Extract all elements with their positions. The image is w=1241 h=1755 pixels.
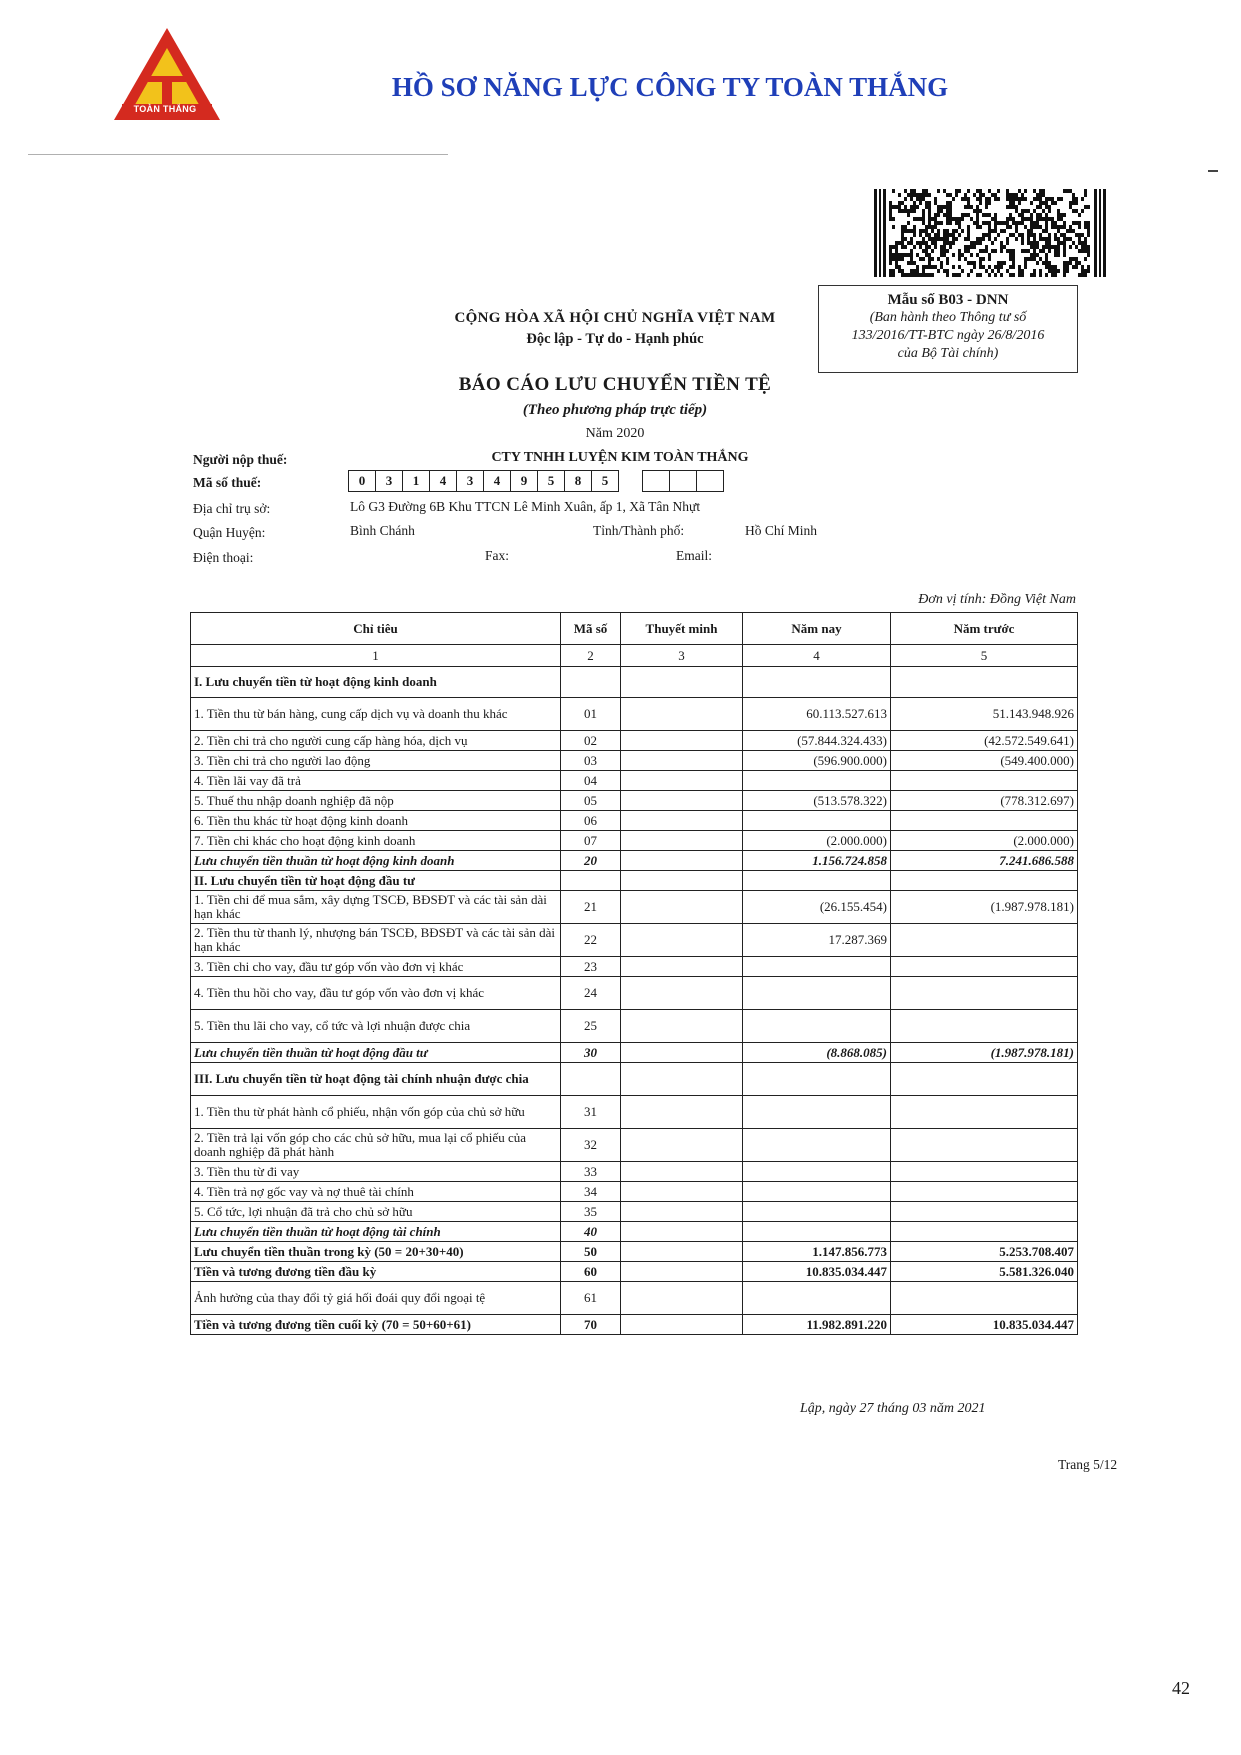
row-previous-year: (1.987.978.181)	[891, 891, 1078, 924]
row-current-year	[743, 1063, 891, 1096]
tax-code-digit: 5	[591, 470, 619, 492]
row-code: 60	[561, 1262, 621, 1282]
row-note	[621, 731, 743, 751]
row-code	[561, 871, 621, 891]
row-previous-year	[891, 1202, 1078, 1222]
table-row	[191, 1202, 1078, 1222]
row-previous-year: 51.143.948.926	[891, 698, 1078, 731]
header-indicator: Chỉ tiêu	[191, 613, 561, 645]
row-code: 35	[561, 1202, 621, 1222]
table-row	[191, 1162, 1078, 1182]
row-code: 03	[561, 751, 621, 771]
row-code: 20	[561, 851, 621, 871]
row-previous-year: 5.581.326.040	[891, 1262, 1078, 1282]
net-flow-row	[191, 1222, 1078, 1242]
row-current-year	[743, 1282, 891, 1315]
index-cell: 1	[191, 645, 561, 667]
table-row	[191, 924, 1078, 957]
row-current-year	[743, 1010, 891, 1043]
address-label: Địa chỉ trụ sở:	[193, 501, 271, 516]
row-code: 22	[561, 924, 621, 957]
row-previous-year	[891, 1063, 1078, 1096]
row-current-year	[743, 871, 891, 891]
row-current-year: (26.155.454)	[743, 891, 891, 924]
cash-flow-table	[190, 612, 1078, 1335]
row-previous-year	[891, 811, 1078, 831]
row-note	[621, 791, 743, 811]
row-label: 5. Thuế thu nhập doanh nghiệp đã nộp	[191, 791, 561, 811]
report-title: BÁO CÁO LƯU CHUYỂN TIỀN TỆ	[458, 374, 772, 395]
page-number: 42	[1172, 1678, 1190, 1698]
row-current-year: (8.868.085)	[743, 1043, 891, 1063]
row-note	[621, 771, 743, 791]
tax-code-digit	[669, 470, 697, 492]
province-value: Hồ Chí Minh	[745, 523, 818, 538]
row-note	[621, 831, 743, 851]
document-header-title: HỒ SƠ NĂNG LỰC CÔNG TY TOÀN THẮNG	[391, 72, 949, 102]
row-note	[621, 1182, 743, 1202]
tax-code-digit: 8	[564, 470, 592, 492]
total-row	[191, 1315, 1078, 1335]
signing-date: Lập, ngày 27 tháng 03 năm 2021	[800, 1401, 986, 1416]
row-code: 34	[561, 1182, 621, 1202]
row-previous-year: (2.000.000)	[891, 831, 1078, 851]
phone-label: Điện thoại:	[193, 550, 254, 565]
row-label: 1. Tiền chi để mua sắm, xây dựng TSCĐ, BĐSĐT và các tài sản dài hạn khác	[191, 891, 561, 924]
row-previous-year	[891, 1182, 1078, 1202]
row-note	[621, 977, 743, 1010]
scan-mark	[1208, 170, 1218, 172]
row-previous-year: (778.312.697)	[891, 791, 1078, 811]
form-number-box	[818, 285, 1078, 373]
barcode	[874, 189, 1106, 277]
table-row	[191, 751, 1078, 771]
row-note	[621, 957, 743, 977]
row-note	[621, 1282, 743, 1315]
form-issued-line-2: 133/2016/TT-BTC ngày 26/8/2016	[851, 328, 1045, 343]
row-note	[621, 1043, 743, 1063]
national-motto: Độc lập - Tự do - Hạnh phúc	[526, 331, 704, 347]
section-row	[191, 1063, 1078, 1096]
tax-code-digit: 4	[429, 470, 457, 492]
row-previous-year	[891, 1129, 1078, 1162]
row-current-year	[743, 1202, 891, 1222]
report-page-label: Trang 5/12	[1058, 1457, 1118, 1472]
row-previous-year	[891, 1162, 1078, 1182]
row-current-year	[743, 1222, 891, 1242]
index-cell: 3	[621, 645, 743, 667]
row-label: Lưu chuyển tiền thuần từ hoạt động đầu tư	[191, 1043, 561, 1063]
row-previous-year	[891, 667, 1078, 698]
row-previous-year	[891, 871, 1078, 891]
row-code	[561, 1063, 621, 1096]
row-note	[621, 1010, 743, 1043]
row-current-year	[743, 771, 891, 791]
row-previous-year: (1.987.978.181)	[891, 1043, 1078, 1063]
row-code: 31	[561, 1096, 621, 1129]
row-code: 04	[561, 771, 621, 791]
row-code: 06	[561, 811, 621, 831]
net-flow-row	[191, 851, 1078, 871]
row-label: III. Lưu chuyển tiền từ hoạt động tài chính nhuận được chia	[191, 1063, 561, 1096]
tax-code-digit: 1	[402, 470, 430, 492]
row-previous-year	[891, 924, 1078, 957]
tax-code-digit: 9	[510, 470, 538, 492]
table-row	[191, 1282, 1078, 1315]
row-note	[621, 1315, 743, 1335]
row-label: 5. Cổ tức, lợi nhuận đã trả cho chủ sở hữu	[191, 1202, 561, 1222]
row-note	[621, 1129, 743, 1162]
row-current-year: (57.844.324.433)	[743, 731, 891, 751]
row-previous-year	[891, 1222, 1078, 1242]
row-note	[621, 871, 743, 891]
row-previous-year: (42.572.549.641)	[891, 731, 1078, 751]
table-row	[191, 771, 1078, 791]
row-current-year	[743, 1162, 891, 1182]
table-row	[191, 731, 1078, 751]
row-code: 05	[561, 791, 621, 811]
row-label: 4. Tiền lãi vay đã trả	[191, 771, 561, 791]
taxpayer-name: CTY TNHH LUYỆN KIM TOÀN THẮNG	[491, 450, 749, 465]
row-current-year: 60.113.527.613	[743, 698, 891, 731]
header-divider	[28, 154, 448, 155]
table-row	[191, 957, 1078, 977]
table-row	[191, 1182, 1078, 1202]
row-note	[621, 891, 743, 924]
form-issued-line-3: của Bộ Tài chính)	[897, 346, 999, 361]
row-note	[621, 1162, 743, 1182]
taxpayer-label: Người nộp thuế:	[193, 452, 288, 467]
district-label: Quận Huyện:	[193, 525, 266, 540]
row-code: 33	[561, 1162, 621, 1182]
row-current-year	[743, 1129, 891, 1162]
table-row	[191, 698, 1078, 731]
tax-code-digit: 3	[375, 470, 403, 492]
row-label: 2. Tiền trả lại vốn góp cho các chủ sở hữu, mua lại cổ phiếu của doanh nghiệp đã phát hành	[191, 1129, 561, 1162]
row-note	[621, 851, 743, 871]
index-cell: 4	[743, 645, 891, 667]
row-label: 2. Tiền thu từ thanh lý, nhượng bán TSCĐ, BĐSĐT và các tài sản dài hạn khác	[191, 924, 561, 957]
row-label: II. Lưu chuyển tiền từ hoạt động đầu tư	[191, 871, 561, 891]
row-note	[621, 924, 743, 957]
row-code: 01	[561, 698, 621, 731]
table-row	[191, 891, 1078, 924]
row-code: 50	[561, 1242, 621, 1262]
row-note	[621, 751, 743, 771]
row-label: Lưu chuyển tiền thuần từ hoạt động kinh doanh	[191, 851, 561, 871]
row-note	[621, 698, 743, 731]
row-previous-year	[891, 1282, 1078, 1315]
row-code: 25	[561, 1010, 621, 1043]
table-row	[191, 811, 1078, 831]
header-code: Mã số	[561, 613, 621, 645]
report-method: (Theo phương pháp trực tiếp)	[522, 402, 708, 418]
row-code: 70	[561, 1315, 621, 1335]
row-label: 5. Tiền thu lãi cho vay, cổ tức và lợi nhuận được chia	[191, 1010, 561, 1043]
row-current-year	[743, 977, 891, 1010]
row-label: 6. Tiền thu khác từ hoạt động kinh doanh	[191, 811, 561, 831]
form-issued-line-1: (Ban hành theo Thông tư số	[869, 310, 1027, 325]
row-label: 1. Tiền thu từ bán hàng, cung cấp dịch vụ và doanh thu khác	[191, 698, 561, 731]
row-label: 2. Tiền chi trả cho người cung cấp hàng hóa, dịch vụ	[191, 731, 561, 751]
section-row	[191, 667, 1078, 698]
row-current-year: 1.147.856.773	[743, 1242, 891, 1262]
table-row	[191, 791, 1078, 811]
tax-code-digit: 0	[348, 470, 376, 492]
row-label: Tiền và tương đương tiền cuối kỳ (70 = 50+60+61)	[191, 1315, 561, 1335]
row-label: 4. Tiền thu hồi cho vay, đầu tư góp vốn vào đơn vị khác	[191, 977, 561, 1010]
row-label: Lưu chuyển tiền thuần từ hoạt động tài chính	[191, 1222, 561, 1242]
table-index-row	[191, 645, 1078, 667]
row-previous-year: 5.253.708.407	[891, 1242, 1078, 1262]
table-row	[191, 1129, 1078, 1162]
tax-code-label: Mã số thuế:	[193, 475, 262, 490]
row-note	[621, 1242, 743, 1262]
row-note	[621, 1202, 743, 1222]
net-flow-row	[191, 1043, 1078, 1063]
table-header-row	[191, 613, 1078, 645]
table-body	[191, 667, 1078, 1335]
tax-code-digit: 3	[456, 470, 484, 492]
row-previous-year	[891, 1010, 1078, 1043]
row-label: 3. Tiền thu từ đi vay	[191, 1162, 561, 1182]
row-code: 24	[561, 977, 621, 1010]
row-code: 61	[561, 1282, 621, 1315]
row-label: 3. Tiền chi trả cho người lao động	[191, 751, 561, 771]
row-current-year	[743, 1182, 891, 1202]
header-current-year: Năm nay	[743, 613, 891, 645]
table-row	[191, 1096, 1078, 1129]
row-previous-year: 7.241.686.588	[891, 851, 1078, 871]
row-label: 3. Tiền chi cho vay, đầu tư góp vốn vào đơn vị khác	[191, 957, 561, 977]
row-current-year	[743, 667, 891, 698]
row-label: 1. Tiền thu từ phát hành cổ phiếu, nhận vốn góp của chủ sở hữu	[191, 1096, 561, 1129]
row-label: Lưu chuyển tiền thuần trong kỳ (50 = 20+30+40)	[191, 1242, 561, 1262]
row-previous-year	[891, 1096, 1078, 1129]
tax-code-digit	[642, 470, 670, 492]
email-label: Email:	[676, 548, 712, 563]
row-code: 32	[561, 1129, 621, 1162]
form-number: Mẫu số B03 - DNN	[887, 292, 1009, 308]
table-row	[191, 977, 1078, 1010]
total-row	[191, 1242, 1078, 1262]
row-label: 4. Tiền trả nợ gốc vay và nợ thuê tài chính	[191, 1182, 561, 1202]
row-label: Tiền và tương đương tiền đầu kỳ	[191, 1262, 561, 1282]
province-label: Tỉnh/Thành phố:	[593, 523, 685, 538]
logo-text: TOÀN THẮNG	[133, 104, 197, 114]
report-year: Năm 2020	[585, 426, 645, 441]
table-row	[191, 1010, 1078, 1043]
row-code: 21	[561, 891, 621, 924]
table-row	[191, 831, 1078, 851]
row-label: I. Lưu chuyển tiền từ hoạt động kinh doanh	[191, 667, 561, 698]
tax-code-digit	[696, 470, 724, 492]
section-row	[191, 871, 1078, 891]
row-label: 7. Tiền chi khác cho hoạt động kinh doanh	[191, 831, 561, 851]
row-current-year: (513.578.322)	[743, 791, 891, 811]
row-code	[561, 667, 621, 698]
row-note	[621, 1063, 743, 1096]
row-code: 23	[561, 957, 621, 977]
row-previous-year: (549.400.000)	[891, 751, 1078, 771]
row-current-year: 17.287.369	[743, 924, 891, 957]
row-current-year	[743, 811, 891, 831]
row-current-year: (2.000.000)	[743, 831, 891, 851]
row-code: 02	[561, 731, 621, 751]
total-row	[191, 1262, 1078, 1282]
tax-code-digit: 5	[537, 470, 565, 492]
republic-heading: CỘNG HÒA XÃ HỘI CHỦ NGHĨA VIỆT NAM	[454, 310, 776, 326]
row-note	[621, 1096, 743, 1129]
row-note	[621, 667, 743, 698]
row-code: 40	[561, 1222, 621, 1242]
row-current-year	[743, 1096, 891, 1129]
tax-code-digit: 4	[483, 470, 511, 492]
currency-unit: Đơn vị tính: Đồng Việt Nam	[918, 592, 1076, 607]
row-current-year: (596.900.000)	[743, 751, 891, 771]
row-code: 30	[561, 1043, 621, 1063]
row-current-year: 10.835.034.447	[743, 1262, 891, 1282]
row-current-year: 11.982.891.220	[743, 1315, 891, 1335]
address-value: Lô G3 Đường 6B Khu TTCN Lê Minh Xuân, ấp 1, Xã Tân Nhựt	[350, 499, 701, 514]
row-note	[621, 811, 743, 831]
index-cell: 5	[891, 645, 1078, 667]
row-previous-year	[891, 771, 1078, 791]
row-previous-year: 10.835.034.447	[891, 1315, 1078, 1335]
row-note	[621, 1222, 743, 1242]
district-value: Bình Chánh	[350, 523, 415, 538]
header-note: Thuyết minh	[621, 613, 743, 645]
row-current-year	[743, 957, 891, 977]
row-code: 07	[561, 831, 621, 851]
row-previous-year	[891, 957, 1078, 977]
row-previous-year	[891, 977, 1078, 1010]
fax-label: Fax:	[485, 548, 510, 563]
row-current-year: 1.156.724.858	[743, 851, 891, 871]
row-label: Ảnh hưởng của thay đổi tỷ giá hối đoái quy đổi ngoại tệ	[191, 1282, 561, 1315]
header-previous-year: Năm trước	[891, 613, 1078, 645]
row-note	[621, 1262, 743, 1282]
index-cell: 2	[561, 645, 621, 667]
